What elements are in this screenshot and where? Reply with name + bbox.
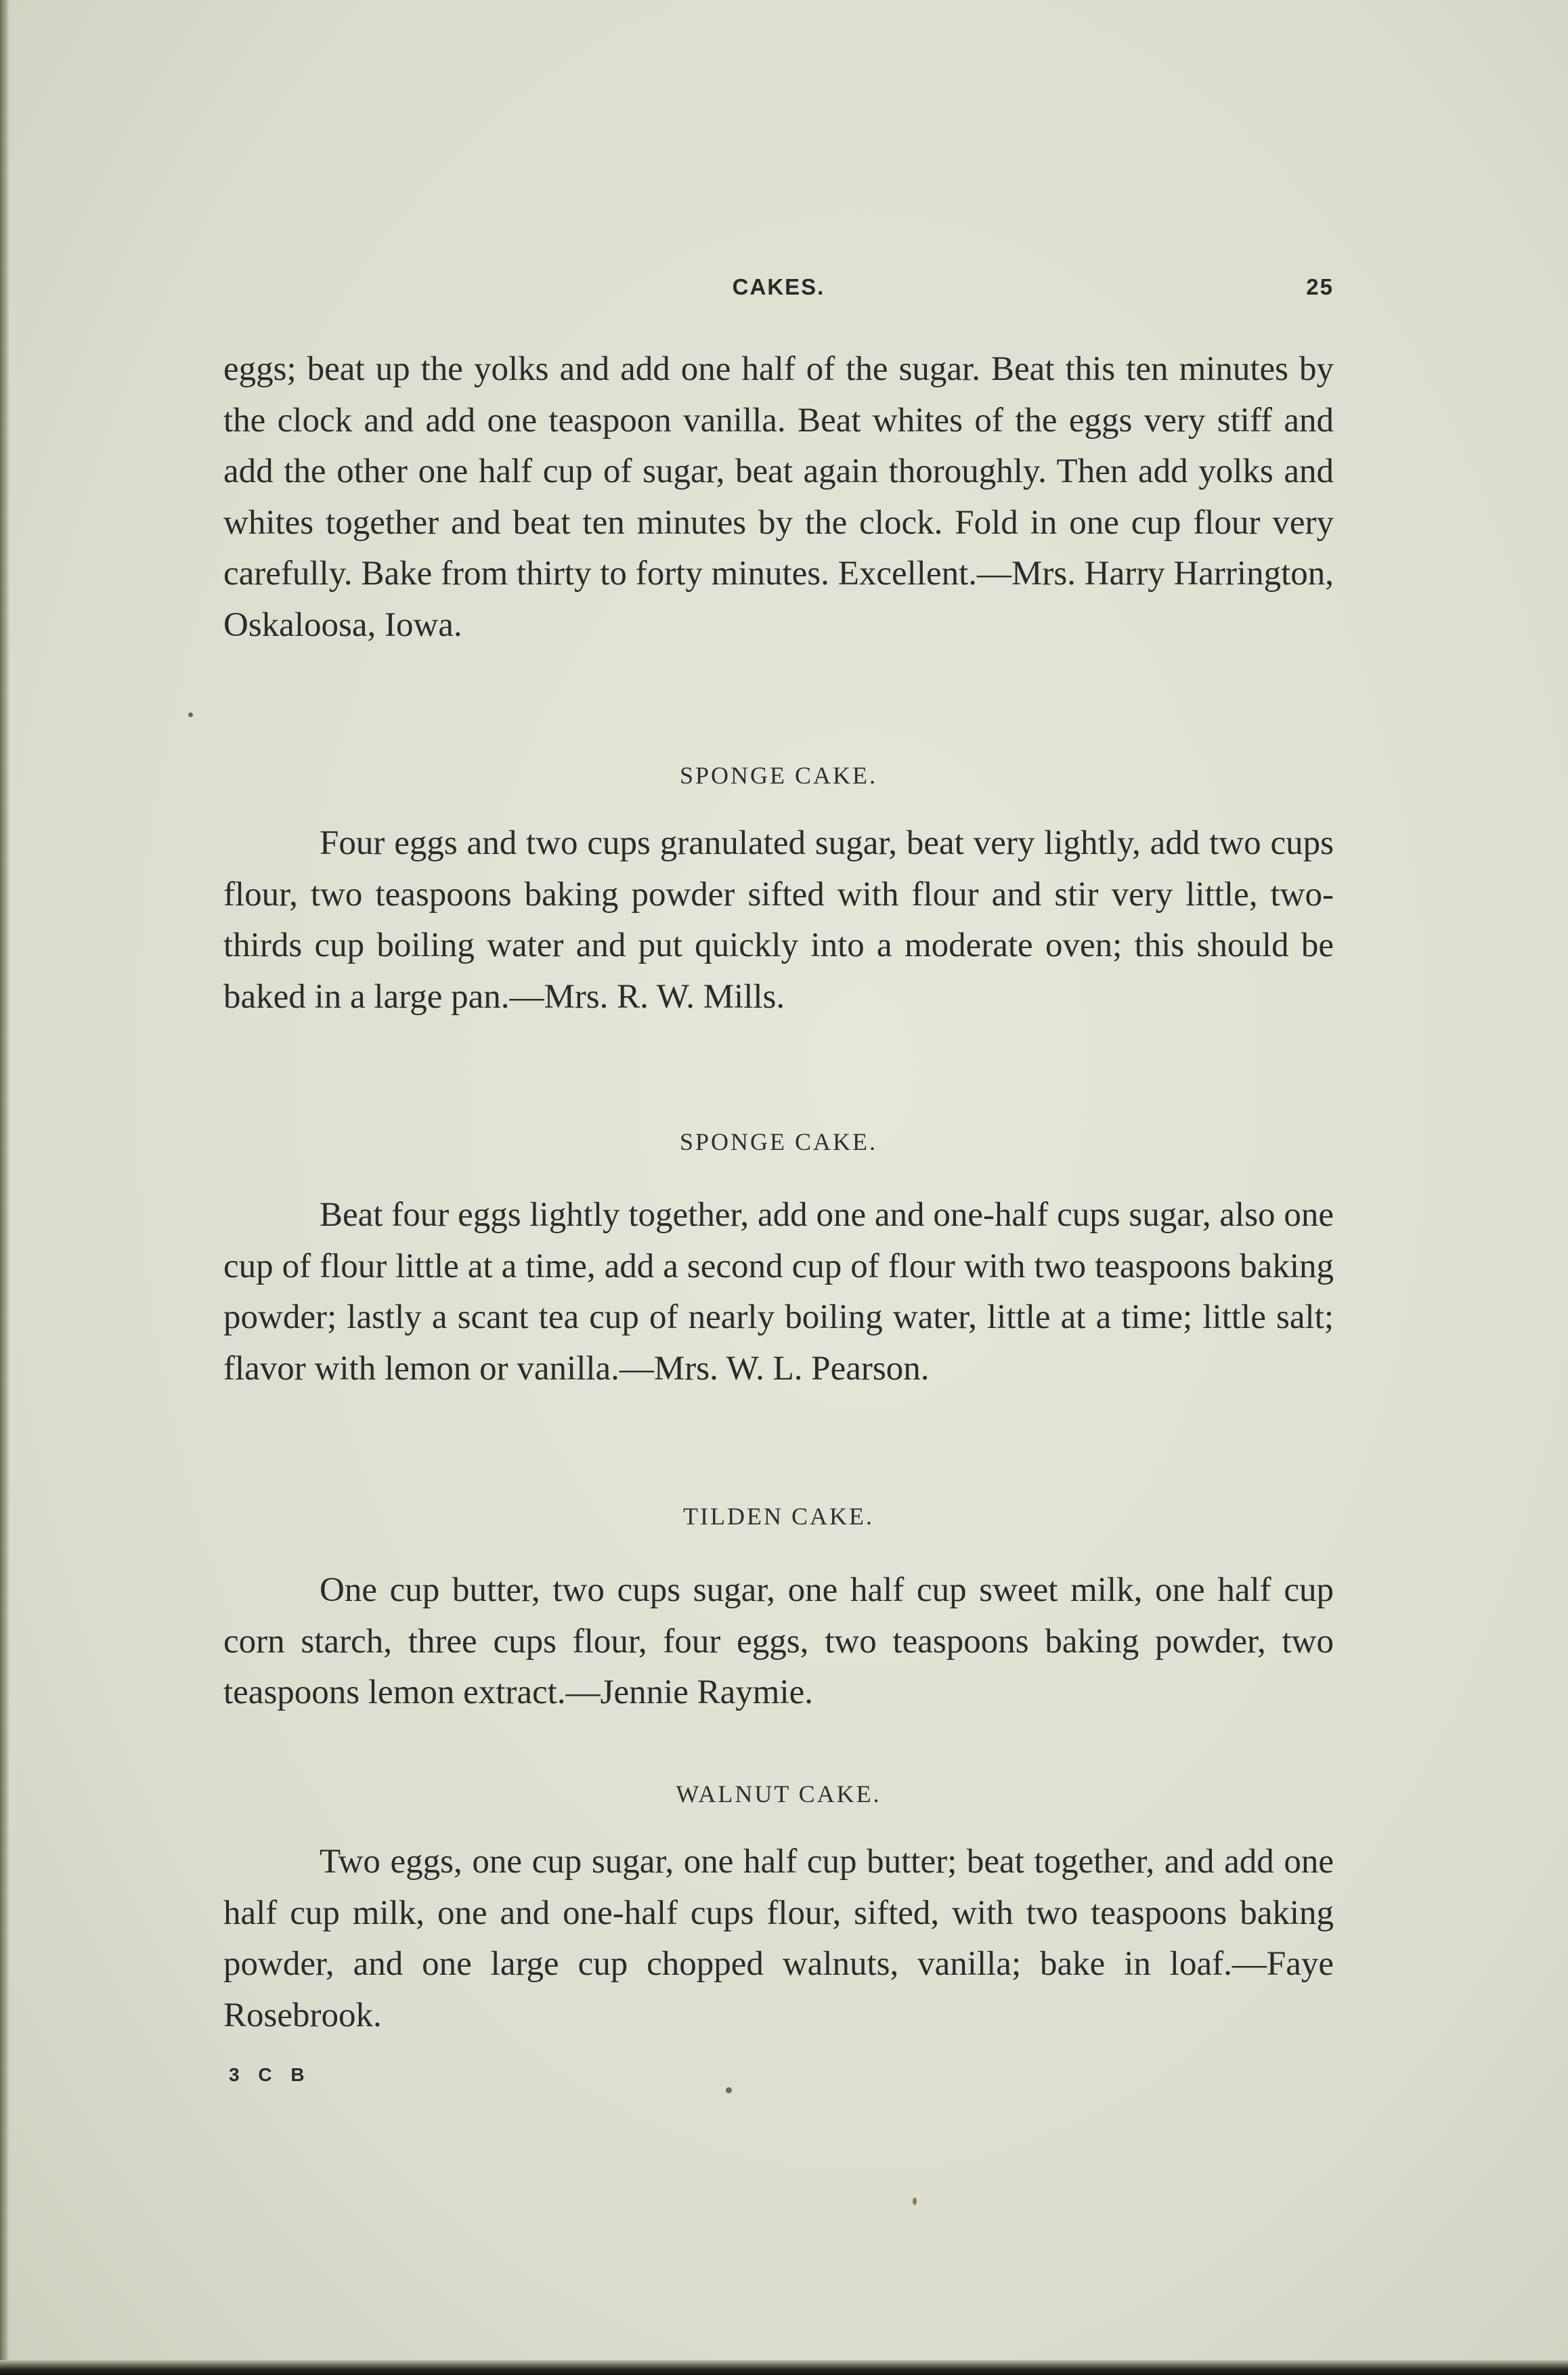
running-head: CAKES. xyxy=(732,274,825,299)
recipe-title-sponge-cake-1: SPONGE CAKE. xyxy=(679,762,878,789)
continuation-paragraph xyxy=(223,344,1334,651)
recipe-title-sponge-cake-2: SPONGE CAKE. xyxy=(679,1128,878,1155)
recipe-body-walnut-cake xyxy=(223,1837,1334,2041)
recipe-body-sponge-cake-2 xyxy=(223,1190,1334,1394)
page-bottom-edge xyxy=(0,2360,1568,2375)
page-binding-edge xyxy=(0,0,9,2375)
ink-speck xyxy=(726,2087,732,2093)
recipe-text: Four eggs and two cups granulated sugar, beat very lightly, add two cups flour, two teaspoons baking powder sifted with flour and stir very little, two-thirds cup boiling water and put quickly into a moderate oven; this should be baked in a large pan.—Mrs. R. W. Mills. xyxy=(223,824,1334,1016)
recipe-body-tilden-cake xyxy=(223,1565,1334,1719)
recipe-text: Beat four eggs lightly together, add one and one-half cups sugar, also one cup of flour little at a time, add a second cup of flour with two teaspoons baking powder; lastly a scant tea cup of nearly boiling water, little at a time; little salt; flavor with lemon or vanilla.—Mrs. W. L. Pearson. xyxy=(223,1196,1334,1388)
recipe-text: One cup butter, two cups sugar, one half cup sweet milk, one half cup corn starch, three cups flour, four eggs, two teaspoons baking powder, two teaspoons lemon extract.—Jennie Raymie. xyxy=(223,1571,1334,1711)
printer-signature-mark: 3 C B xyxy=(229,2064,311,2085)
ink-speck xyxy=(913,2198,917,2205)
page-header xyxy=(223,274,1334,308)
recipe-body-sponge-cake-1 xyxy=(223,818,1334,1023)
ink-speck xyxy=(188,712,193,717)
recipe-title-tilden-cake: TILDEN CAKE. xyxy=(683,1503,874,1530)
recipe-title-walnut-cake: WALNUT CAKE. xyxy=(676,1780,881,1807)
continuation-text: eggs; beat up the yolks and add one half of the sugar. Beat this ten minutes by the clock and add one teaspoon vanilla. Beat whites of the eggs very stiff and add the other one half cup of sugar, beat again thoroughly. Then add yolks and whites together and beat ten minutes by the clock. Fold in one cup flour very carefully. Bake from thirty to forty minutes. Excellent.—Mrs. Harry Harrington, Oskaloosa, Iowa. xyxy=(223,350,1334,644)
page-number: 25 xyxy=(1306,274,1334,299)
recipe-text: Two eggs, one cup sugar, one half cup butter; beat together, and add one half cup milk, one and one-half cups flour, sifted, with two teaspoons baking powder, and one large cup chopped walnuts, vanilla; bake in loaf.—Faye Rosebrook. xyxy=(223,1843,1334,2034)
